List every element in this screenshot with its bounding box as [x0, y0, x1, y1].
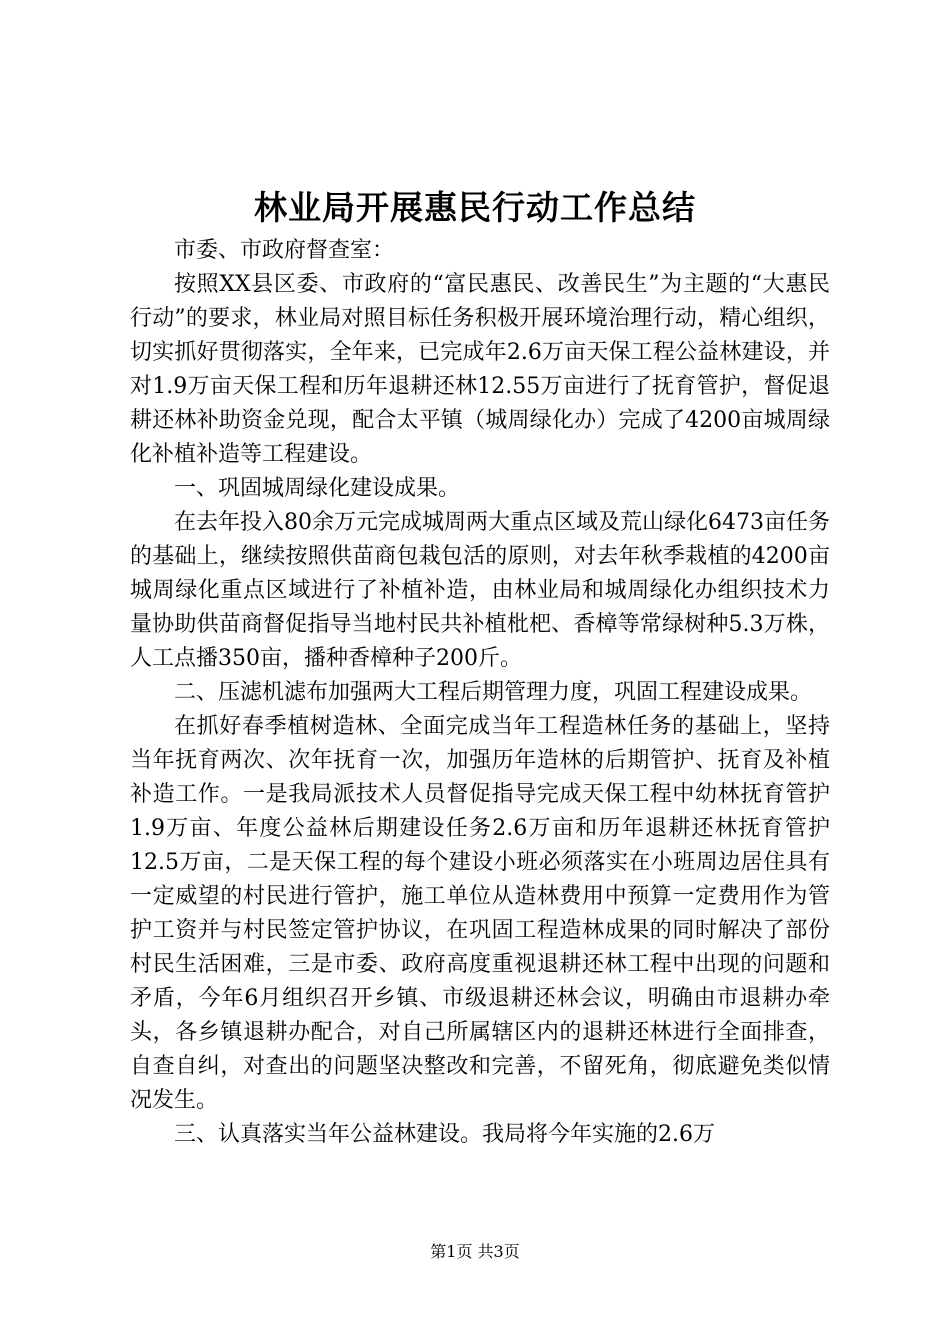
section-heading-3: 三、认真落实当年公益林建设。我局将今年实施的2.6万: [174, 1122, 715, 1147]
intro-paragraph: 按照XX县区委、市政府的“富民惠民、改善民生”为主题的“大惠民行动”的要求，林业局对照目标任务积极开展环境治理行动，精心组织，切实抓好贯彻落实，全年来，已完成年2.6万亩天保工程公益林建设，并对1.9万亩天保工程和历年退耕还林12.55万亩进行了抚育管护，督促退耕还林补助资金兑现，配合太平镇（城周绿化办）完成了4200亩城周绿化补植补造等工程建设。: [130, 272, 830, 467]
document-title: 林业局开展惠民行动工作总结: [254, 188, 696, 227]
section-1-paragraph: 在去年投入80余万元完成城周两大重点区域及荒山绿化6473亩任务的基础上，继续按照供苗商包栽包活的原则，对去年秋季栽植的4200亩城周绿化重点区域进行了补植补造，由林业局和城周绿化办组织技术力量协助供苗商督促指导当地村民共补植枇杷、香樟等常绿树种5.3万株，人工点播350亩，播种香樟种子200斤。: [130, 510, 830, 671]
page-footer: 第1页 共3页: [430, 1242, 520, 1261]
section-heading-1: 一、巩固城周绿化建设成果。: [174, 476, 461, 501]
salutation: 市委、市政府督查室：: [174, 238, 395, 263]
section-2-paragraph: 在抓好春季植树造林、全面完成当年工程造林任务的基础上，坚持当年抚育两次、次年抚育一次，加强历年造林的后期管护、抚育及补植补造工作。一是我局派技术人员督促指导完成天保工程中幼林抚育管护1.9万亩、年度公益林后期建设任务2.6万亩和历年退耕还林抚育管护12.5万亩，二是天保工程的每个建设小班必须落实在小班周边居住具有一定威望的村民进行管护，施工单位从造林费用中预算一定费用作为管护工资并与村民签定管护协议，在巩固工程造林成果的同时解决了部份村民生活困难，三是市委、政府高度重视退耕还林工程中出现的问题和矛盾，今年6月组织召开乡镇、市级退耕还林会议，明确由市退耕办牵头，各乡镇退耕办配合，对自己所属辖区内的退耕还林进行全面排查，自查自纠，对查出的问题坚决整改和完善，不留死角，彻底避免类似情况发生。: [130, 714, 830, 1113]
document-body: [130, 234, 830, 1152]
section-heading-2: 二、压滤机滤布加强两大工程后期管理力度，巩固工程建设成果。: [174, 680, 813, 705]
